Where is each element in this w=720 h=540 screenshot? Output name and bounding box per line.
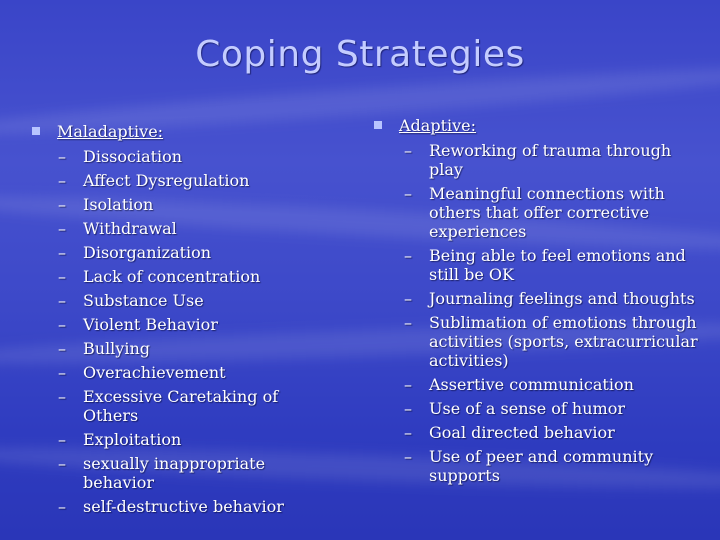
- list-item-text: Bullying: [83, 339, 150, 358]
- list-item: [374, 141, 699, 179]
- list-item: [32, 243, 332, 262]
- dash-marker: –: [58, 267, 66, 286]
- list-item-text: Disorganization: [83, 243, 212, 262]
- list-item-text: self-destructive behavior: [83, 497, 284, 516]
- list-item: [32, 387, 332, 425]
- list-item-text: Assertive communication: [429, 375, 634, 394]
- dash-marker: –: [58, 454, 66, 473]
- maladaptive-column: [32, 122, 332, 521]
- slide-title: Coping Strategies: [195, 34, 525, 75]
- dash-marker: –: [58, 291, 66, 310]
- list-item-text: Overachievement: [83, 363, 226, 382]
- list-item-text: Being able to feel emotions and still be OK: [429, 246, 686, 284]
- dash-marker: –: [404, 184, 412, 203]
- dash-marker: –: [404, 141, 412, 160]
- list-item-text: Affect Dysregulation: [83, 171, 250, 190]
- dash-marker: –: [58, 315, 66, 334]
- list-item: [32, 363, 332, 382]
- list-item-text: Journaling feelings and thoughts: [429, 289, 695, 308]
- list-item-text: Reworking of trauma through play: [429, 141, 672, 179]
- dash-marker: –: [404, 399, 412, 418]
- list-item-text: Excessive Caretaking of Others: [83, 387, 279, 425]
- list-item: [32, 315, 332, 334]
- square-bullet-icon: [374, 121, 382, 129]
- list-item-text: Isolation: [83, 195, 154, 214]
- dash-marker: –: [58, 497, 66, 516]
- list-item: [32, 195, 332, 214]
- list-item-text: Dissociation: [83, 147, 183, 166]
- list-item-text: Sublimation of emotions through activities (sports, extracurricular activities): [429, 313, 698, 370]
- list-item: [32, 339, 332, 358]
- list-item: [374, 246, 699, 284]
- dash-marker: –: [58, 243, 66, 262]
- dash-marker: –: [58, 363, 66, 382]
- list-item-text: Exploitation: [83, 430, 182, 449]
- list-item-text: Violent Behavior: [83, 315, 218, 334]
- dash-marker: –: [58, 147, 66, 166]
- list-item: [32, 430, 332, 449]
- list-item-text: Use of peer and community supports: [429, 447, 654, 485]
- dash-marker: –: [58, 387, 66, 406]
- list-item: [32, 291, 332, 310]
- adaptive-column: [374, 116, 699, 490]
- adaptive-heading: Adaptive:: [399, 116, 477, 135]
- maladaptive-heading: Maladaptive:: [57, 122, 164, 141]
- dash-marker: –: [58, 219, 66, 238]
- list-item: [32, 171, 332, 190]
- list-item-text: Withdrawal: [83, 219, 177, 238]
- list-item: [374, 423, 699, 442]
- list-item: [374, 375, 699, 394]
- maladaptive-list: [32, 147, 332, 516]
- dash-marker: –: [404, 289, 412, 308]
- dash-marker: –: [58, 171, 66, 190]
- list-item-text: Meaningful connections with others that offer corrective experiences: [429, 184, 665, 241]
- list-item: [374, 289, 699, 308]
- adaptive-heading-row: [374, 116, 699, 135]
- maladaptive-heading-row: [32, 122, 332, 141]
- list-item: [32, 219, 332, 238]
- list-item: [32, 147, 332, 166]
- list-item-text: Use of a sense of humor: [429, 399, 625, 418]
- list-item: [374, 184, 699, 241]
- list-item-text: Substance Use: [83, 291, 204, 310]
- adaptive-list: [374, 141, 699, 485]
- list-item-text: sexually inappropriate behavior: [83, 454, 266, 492]
- list-item: [374, 313, 699, 370]
- list-item: [374, 399, 699, 418]
- list-item-text: Goal directed behavior: [429, 423, 615, 442]
- dash-marker: –: [404, 447, 412, 466]
- list-item: [32, 267, 332, 286]
- dash-marker: –: [404, 246, 412, 265]
- dash-marker: –: [404, 375, 412, 394]
- list-item-text: Lack of concentration: [83, 267, 261, 286]
- dash-marker: –: [58, 430, 66, 449]
- list-item: [374, 447, 699, 485]
- dash-marker: –: [58, 195, 66, 214]
- dash-marker: –: [404, 313, 412, 332]
- list-item: [32, 497, 332, 516]
- dash-marker: –: [404, 423, 412, 442]
- dash-marker: –: [58, 339, 66, 358]
- square-bullet-icon: [32, 127, 40, 135]
- list-item: [32, 454, 332, 492]
